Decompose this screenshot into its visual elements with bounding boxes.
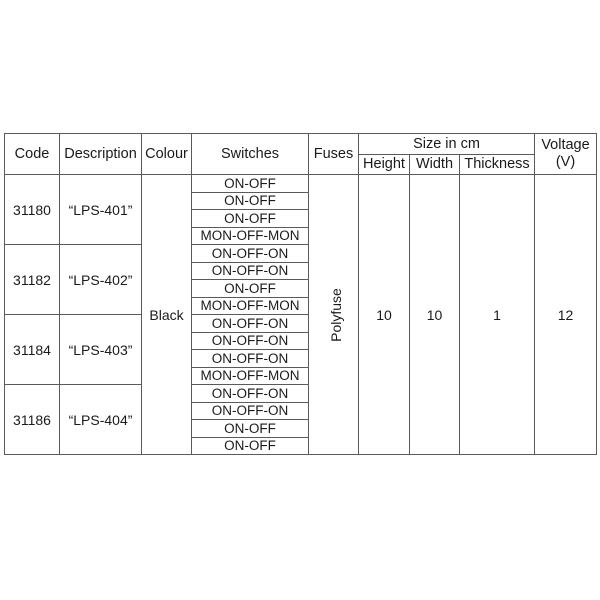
switch-cell: ON-OFF-ON: [192, 245, 309, 263]
switch-cell: MON-OFF-MON: [192, 297, 309, 315]
header-voltage: [535, 134, 597, 175]
header-width: Width: [410, 155, 460, 175]
switch-cell: ON-OFF: [192, 175, 309, 193]
switch-cell: ON-OFF: [192, 210, 309, 228]
product-code: 31180: [5, 175, 60, 245]
header-row-top: [5, 134, 597, 155]
switch-cell: ON-OFF: [192, 437, 309, 455]
width-cell: 10: [410, 175, 460, 455]
product-spec-table: [4, 133, 597, 455]
header-voltage-label: Voltage: [541, 137, 590, 154]
header-description: Description: [60, 134, 142, 175]
header-thickness: Thickness: [460, 155, 535, 175]
switch-cell: ON-OFF-ON: [192, 332, 309, 350]
header-switches: Switches: [192, 134, 309, 175]
header-voltage-unit: (V): [555, 154, 576, 170]
thickness-cell: 1: [460, 175, 535, 455]
switch-cell: ON-OFF-ON: [192, 402, 309, 420]
switch-cell: ON-OFF: [192, 280, 309, 298]
header-height: Height: [359, 155, 410, 175]
colour-cell: Black: [142, 175, 192, 455]
product-code: 31184: [5, 315, 60, 385]
switch-cell: ON-OFF-ON: [192, 385, 309, 403]
header-fuses: Fuses: [309, 134, 359, 175]
switch-cell: ON-OFF-ON: [192, 262, 309, 280]
header-size: Size in cm: [359, 134, 535, 155]
switch-cell: MON-OFF-MON: [192, 367, 309, 385]
fuses-cell: [309, 175, 359, 455]
switch-cell: ON-OFF-ON: [192, 315, 309, 333]
product-description: “LPS-403”: [60, 315, 142, 385]
product-code: 31186: [5, 385, 60, 455]
switch-cell: ON-OFF: [192, 192, 309, 210]
height-cell: 10: [359, 175, 410, 455]
product-description: “LPS-404”: [60, 385, 142, 455]
switch-cell: ON-OFF-ON: [192, 350, 309, 368]
product-code: 31182: [5, 245, 60, 315]
switch-cell: ON-OFF: [192, 420, 309, 438]
header-colour: Colour: [142, 134, 192, 175]
product-description: “LPS-402”: [60, 245, 142, 315]
switch-cell: MON-OFF-MON: [192, 227, 309, 245]
table-row: [5, 175, 597, 193]
product-description: “LPS-401”: [60, 175, 142, 245]
header-code: Code: [5, 134, 60, 175]
voltage-cell: 12: [535, 175, 597, 455]
fuses-label: Polyfuse: [327, 287, 344, 342]
